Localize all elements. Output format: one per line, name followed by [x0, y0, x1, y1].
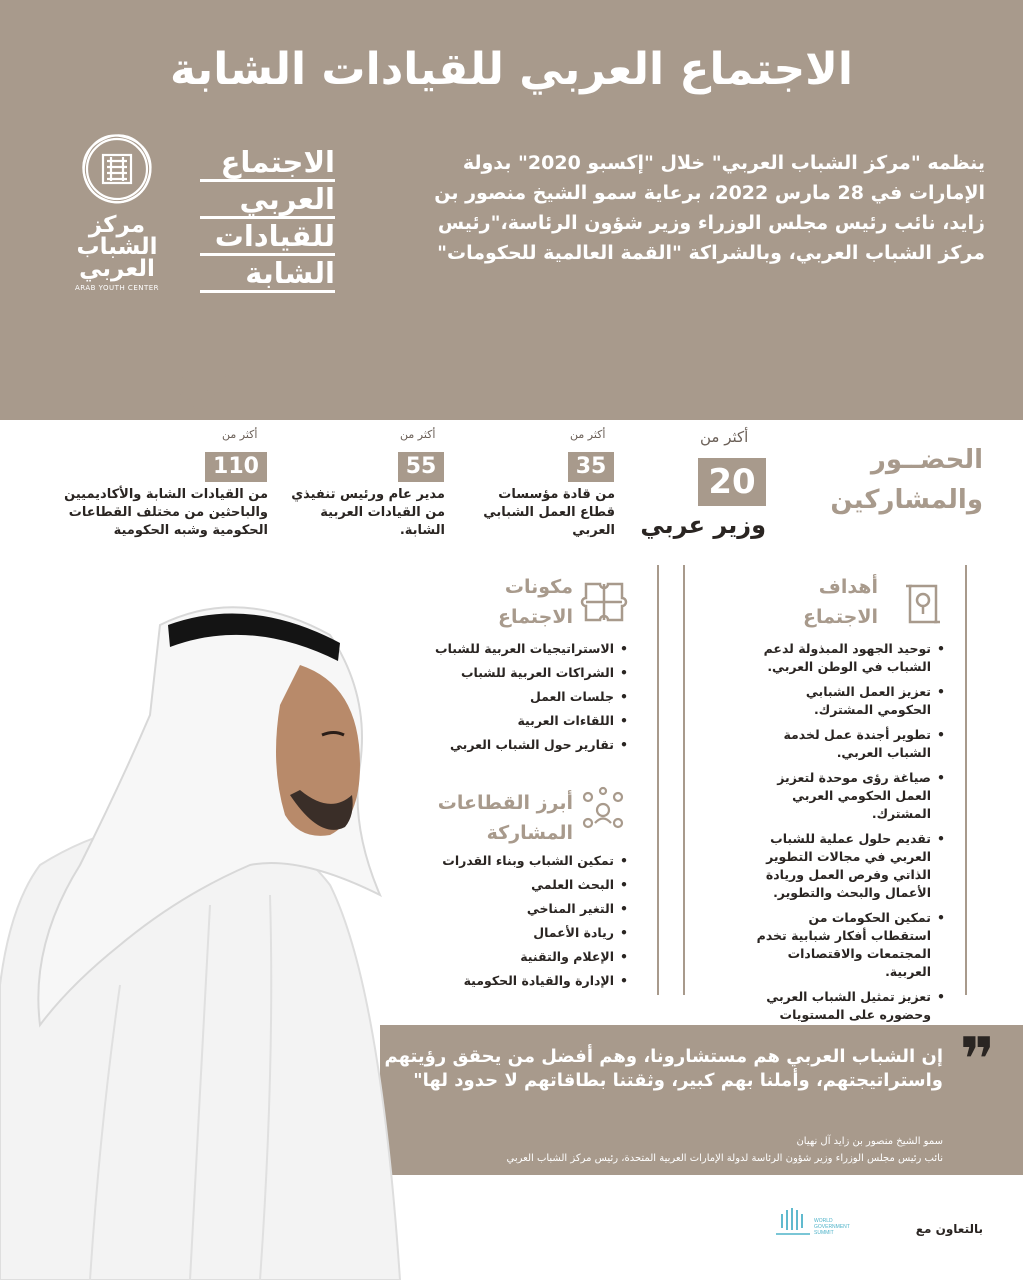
world-government-summit-logo	[770, 1200, 850, 1250]
event-logo-line: الشابة	[200, 256, 335, 293]
stat-label: أكثر من	[400, 428, 436, 441]
stat-value-box: 35	[568, 452, 614, 482]
sector-item: • ريادة الأعمال	[398, 924, 628, 942]
component-item: • جلسات العمل	[398, 688, 628, 706]
partner-logo-text-line: GOVERNMENT	[814, 1224, 850, 1230]
header-wave-divider	[0, 330, 1023, 425]
event-logo	[200, 145, 335, 295]
stat-text: من قادة مؤسسات قطاع العمل الشبابي العربي	[483, 487, 615, 538]
event-logo-line: للقيادات	[200, 219, 335, 256]
component-item: • تقارير حول الشباب العربي	[398, 736, 628, 754]
goals-column-border	[683, 565, 685, 995]
goal-item: • تمكين الحكومات من استقطاب أفكار شبابية تخدم المجتمعات والاقتصادات العربية.	[750, 909, 945, 981]
attendance-title-line: الحضــور	[870, 445, 983, 475]
quote-mark-icon: ❞	[959, 1025, 995, 1095]
quote-text: إن الشباب العربي هم مستشارونا، وهم أفضل من يحقق رؤيتهم واستراتيجتهم، وأملنا بهم كبير، وثقتنا بطاقاتهم لا حدود لها"	[384, 1046, 943, 1091]
component-item: • الاستراتيجيات العربية للشباب	[398, 640, 628, 658]
sectors-title-line: أبرز القطاعات	[437, 792, 573, 814]
people-network-icon	[578, 785, 628, 835]
components-title-line: الاجتماع	[498, 606, 573, 628]
scroll-pin-icon	[902, 580, 944, 628]
event-logo-line: العربي	[200, 182, 335, 219]
goals-list	[750, 640, 945, 1049]
sector-item: • البحث العلمي	[398, 876, 628, 894]
center-logo-en: ARAB YOUTH CENTER	[74, 284, 160, 292]
goals-title-line: أهداف	[818, 576, 878, 598]
sector-item: • الإدارة والقيادة الحكومية	[398, 972, 628, 990]
stat-value-box: 110	[205, 452, 267, 482]
goal-item: • تطوير أجندة عمل لخدمة الشباب العربي.	[750, 726, 945, 762]
components-column-border	[657, 565, 659, 995]
stat-value-box: 20	[698, 458, 766, 506]
partner-label: بالتعاون مع	[915, 1222, 983, 1236]
goals-column-border	[965, 565, 967, 995]
quote-author-role: نائب رئيس مجلس الوزراء وزير شؤون الرئاسة لدولة الإمارات العربية المتحدة، رئيس مركز الشباب العربي	[506, 1153, 943, 1164]
components-title-line: مكونات	[504, 576, 573, 598]
arab-youth-center-logo	[52, 128, 182, 303]
component-item: • الشراكات العربية للشباب	[398, 664, 628, 682]
sectors-title-line: المشاركة	[486, 822, 573, 844]
partner-logo-text-line: SUMMIT	[814, 1230, 834, 1236]
center-logo-ar-line: العربي	[79, 256, 155, 282]
goal-item: • تعزيز تمثيل الشباب العربي وحضوره على المستويات	[750, 988, 945, 1042]
center-logo-ar-line: مركز	[88, 212, 146, 238]
page-title: الاجتماع العربي للقيادات الشابة	[169, 44, 853, 95]
goals-title	[738, 572, 878, 632]
attendance-title	[793, 440, 983, 520]
stat-label: أكثر من	[570, 428, 606, 441]
goal-item: • تقديم حلول عملية للشباب العربي في مجالات التطوير الذاتي وفرص العمل وريادة الأعمال والبحث والتطوير.	[750, 830, 945, 902]
stat-label: أكثر من	[700, 428, 749, 446]
quote-author: سمو الشيخ منصور بن زايد آل نهيان	[796, 1136, 943, 1147]
event-logo-line: الاجتماع	[200, 145, 335, 182]
arab-youth-center-emblem-icon	[76, 128, 158, 210]
stat-text: من القيادات الشابة والأكاديميين والباحثين من مختلف القطاعات الحكومية وشبه الحكومية	[64, 487, 268, 538]
portrait-image	[0, 565, 440, 1280]
stat-value-box: 55	[398, 452, 444, 482]
puzzle-icon	[580, 578, 628, 626]
sector-item: • الإعلام والتقنية	[398, 948, 628, 966]
goals-title-line: الاجتماع	[803, 606, 878, 628]
component-item: • اللقاءات العربية	[398, 712, 628, 730]
intro-paragraph: ينظمه "مركز الشباب العربي" خلال "إكسبو 2020" بدولة الإمارات في 28 مارس 2022، برعاية سمو الشيخ منصور بن زايد، نائب رئيس مجلس الوزراء وزير شؤون الرئاسة،"رئيس مركز الشباب العربي، وبالشراكة "القمة العالمية للحكومات"	[434, 152, 985, 264]
stat-text: مدير عام ورئيس تنفيذي من القيادات العربية الشابة.	[291, 487, 445, 538]
goal-item: • صياغة رؤى موحدة لتعزيز العمل الحكومي العربي المشترك.	[750, 769, 945, 823]
goal-item: • توحيد الجهود المبذولة لدعم الشباب في الوطن العربي.	[750, 640, 945, 676]
sector-item: • تمكين الشباب وبناء القدرات	[398, 852, 628, 870]
center-logo-ar-line: الشباب	[76, 234, 158, 260]
attendance-title-line: والمشاركين	[830, 485, 983, 515]
goal-item: • تعزيز العمل الشبابي الحكومي المشترك.	[750, 683, 945, 719]
stat-text: وزير عربي	[640, 511, 766, 539]
partner-logo-text-line: WORLD	[814, 1218, 833, 1224]
sector-item: • التغير المناخي	[398, 900, 628, 918]
stat-label: أكثر من	[222, 428, 258, 441]
